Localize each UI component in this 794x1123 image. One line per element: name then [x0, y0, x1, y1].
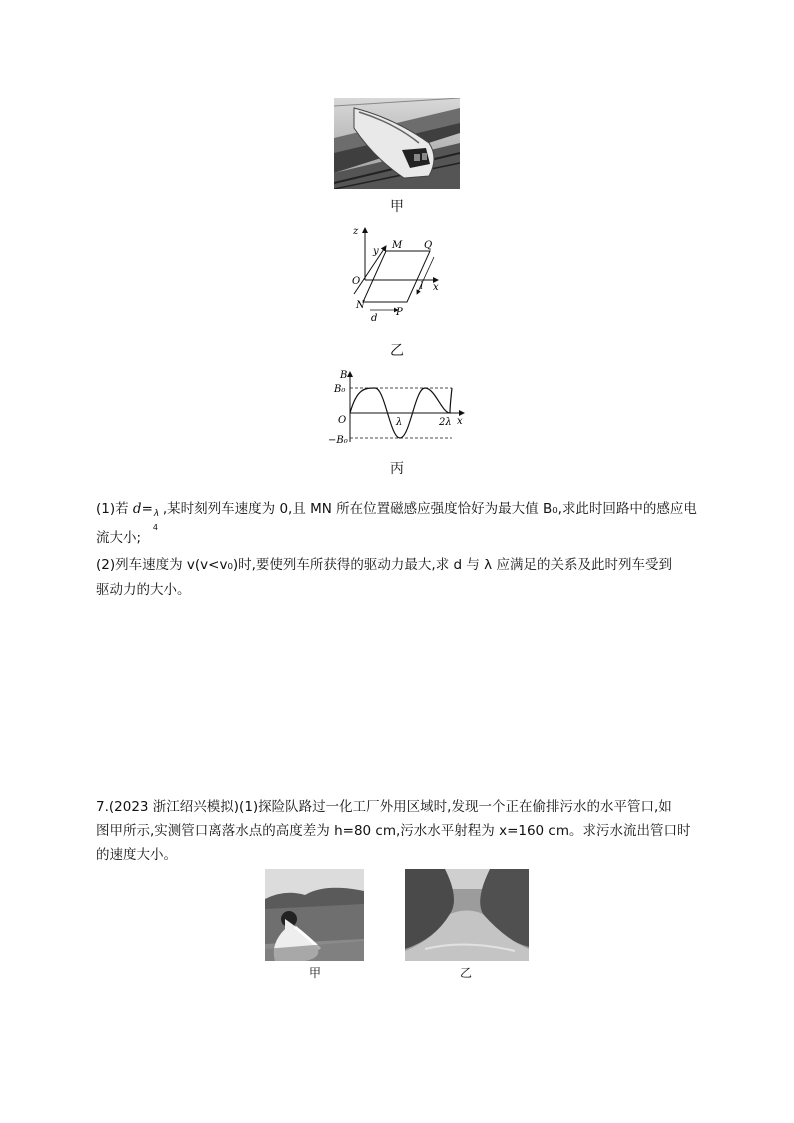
- problem6-q1: (1)若 d= λ 4 ,某时刻列车速度为 0,且 MN 所在位置磁感应强度恰好为最大值 B₀,求此时回路中的感应电: [96, 501, 697, 532]
- sewage-pipe-photo: [265, 869, 364, 961]
- label-lambda: λ: [396, 417, 403, 428]
- problem6-q1-cont: 流大小;: [96, 530, 142, 546]
- problem7-line2: 图甲所示,实测管口离落水点的高度差为 h=80 cm,污水水平射程为 x=160 cm。求污水流出管口时: [96, 823, 691, 839]
- magnetic-field-wave-graph: [328, 366, 470, 452]
- label-O: O: [338, 415, 347, 426]
- river-photo: [405, 869, 529, 961]
- maglev-train-photo: [334, 98, 460, 189]
- problem6-q2: (2)列车速度为 v(v<v₀)时,要使列车所获得的驱动力最大,求 d 与 λ 应满足的关系及此时列车受到: [96, 557, 672, 573]
- label-d: d: [371, 313, 378, 322]
- label-P: P: [396, 307, 403, 318]
- photo-jia-caption: 甲: [308, 966, 321, 980]
- label-Q: Q: [424, 240, 433, 251]
- coordinate-loop-diagram: [340, 222, 450, 322]
- label-x: x: [457, 416, 463, 427]
- figure-jia-caption: 甲: [390, 199, 404, 215]
- label-B0: B₀: [334, 384, 346, 395]
- label-2lambda: 2λ: [439, 417, 452, 428]
- label-l: l: [420, 281, 424, 292]
- label-B: B: [340, 370, 348, 381]
- label-N: N: [356, 300, 365, 311]
- label-negB0: −B₀: [328, 435, 348, 446]
- figure-yi-caption: 乙: [390, 343, 404, 359]
- problem6-q2-cont: 驱动力的大小。: [96, 582, 191, 598]
- problem7-line3: 的速度大小。: [96, 847, 177, 863]
- loop-rectangle: [363, 251, 430, 302]
- problem7-line1: 7.(2023 浙江绍兴模拟)(1)探险队路过一化工厂外用区域时,发现一个正在偷排污水的水平管口,如: [96, 799, 672, 815]
- label-x: x: [433, 282, 439, 293]
- label-z: z: [353, 226, 359, 237]
- photo-yi-caption: 乙: [459, 966, 472, 980]
- label-y: y: [373, 246, 379, 257]
- figure-bing-caption: 丙: [390, 461, 404, 477]
- label-O: O: [352, 276, 361, 287]
- label-M: M: [392, 240, 403, 251]
